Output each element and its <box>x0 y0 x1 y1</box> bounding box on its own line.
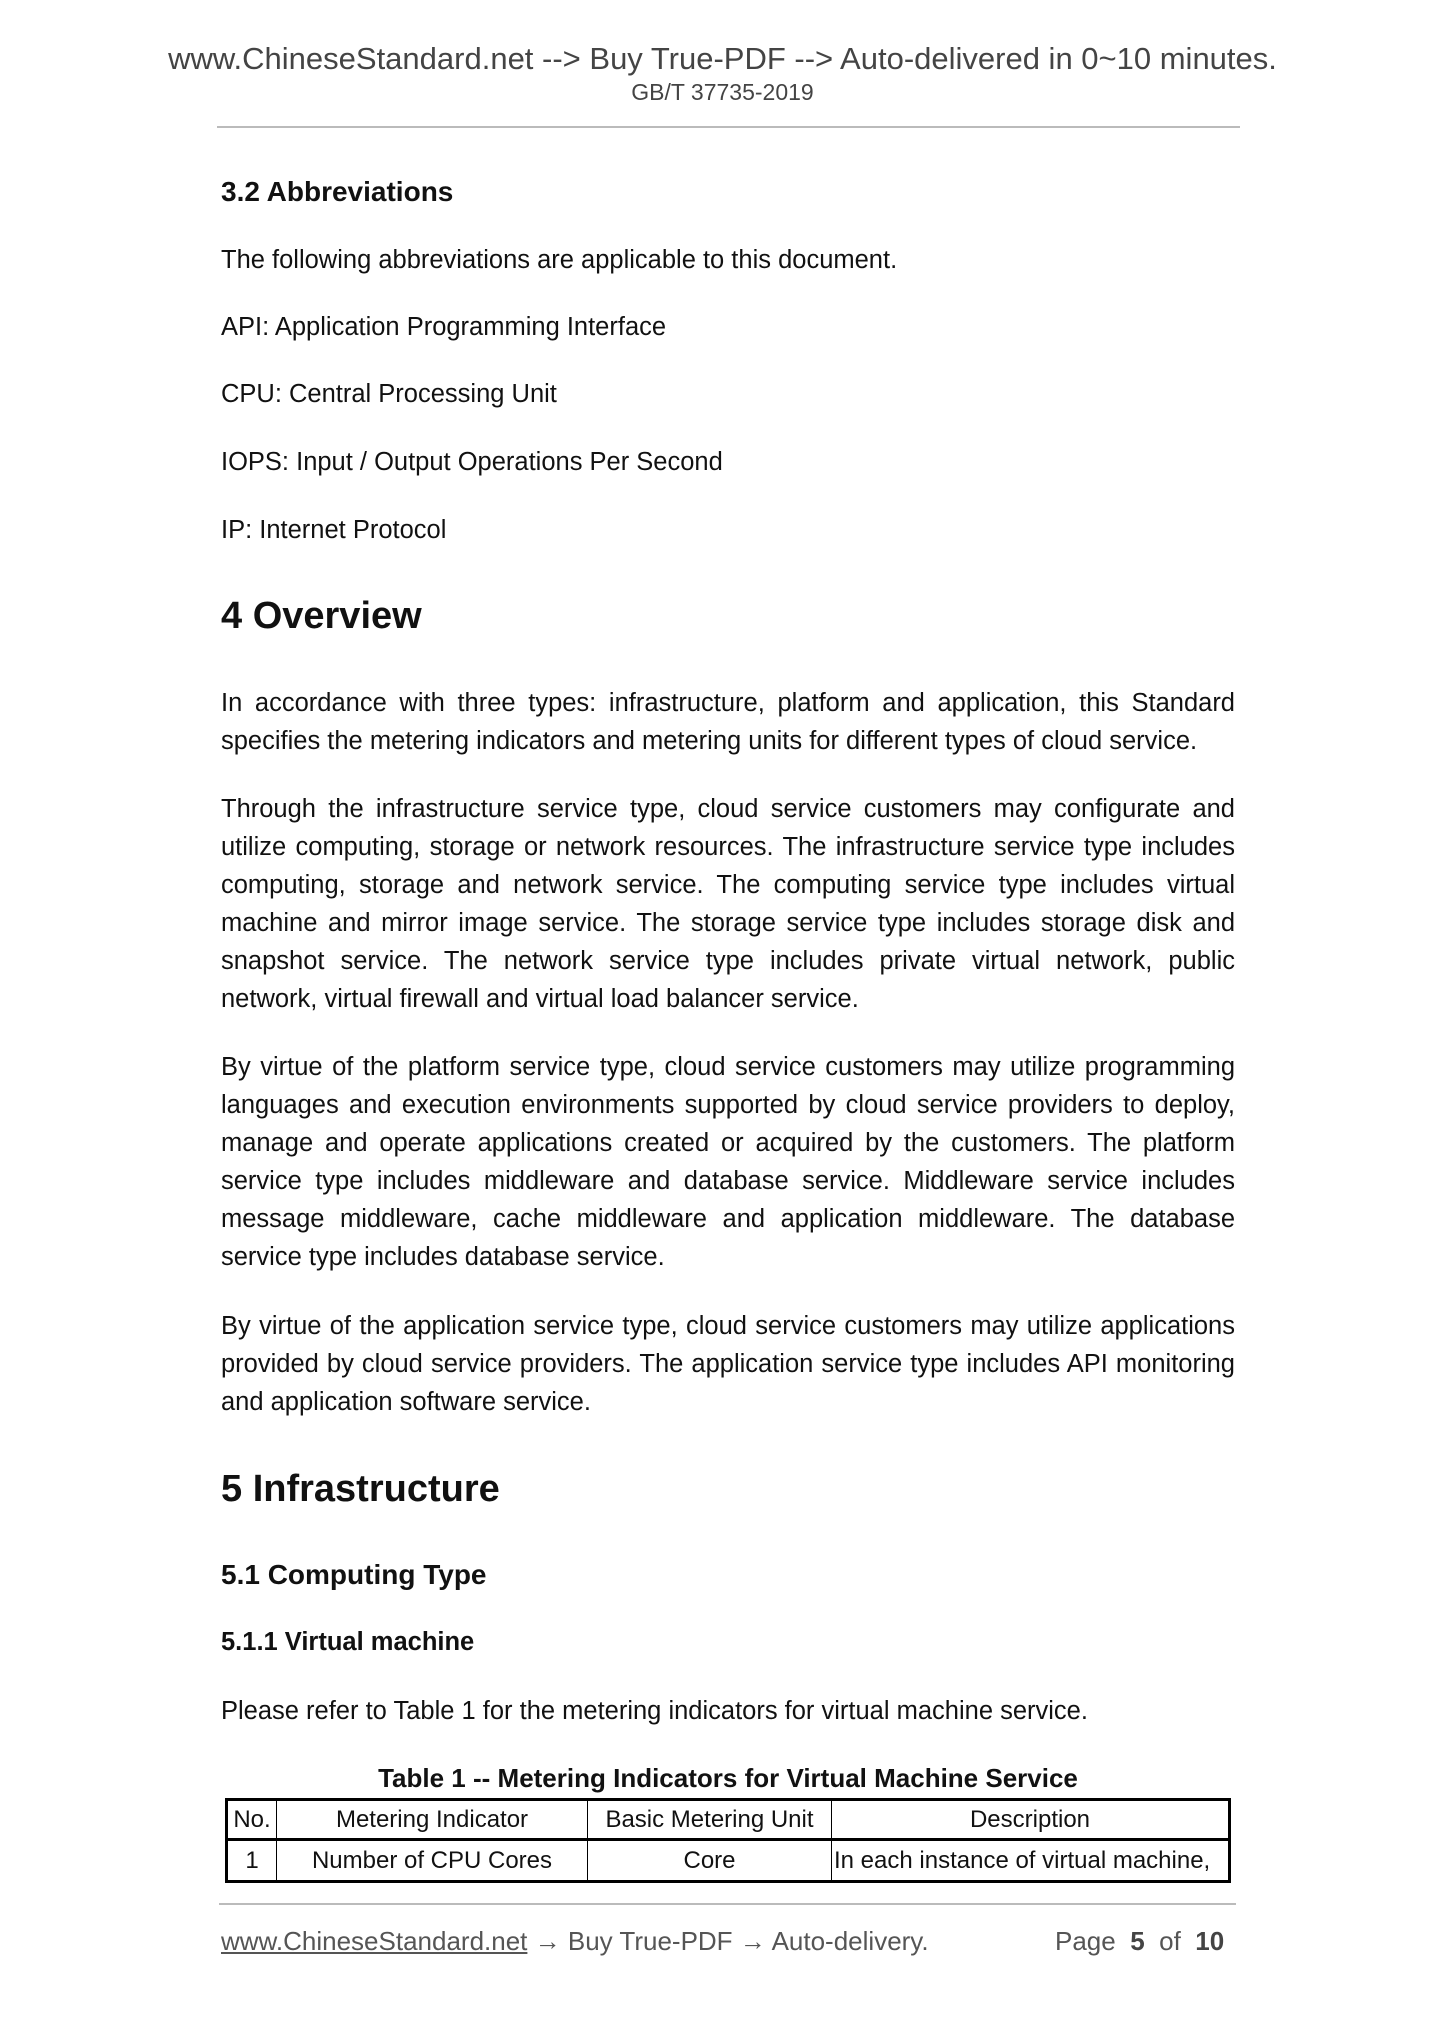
column-header: No. <box>227 1800 277 1840</box>
section-5-1-heading: 5.1 Computing Type <box>221 1559 487 1590</box>
table-title: Table 1 -- Metering Indicators for Virtual Machine Service <box>378 1763 1078 1793</box>
table-header-row <box>227 1800 1230 1840</box>
section-5-1-1-heading: 5.1.1 Virtual machine <box>221 1628 475 1656</box>
current-page: 5 <box>1130 1926 1145 1956</box>
column-header: Metering Indicator <box>277 1800 588 1840</box>
section-5-heading: 5 Infrastructure <box>221 1468 500 1510</box>
header-divider <box>217 126 1240 128</box>
column-header: Basic Metering Unit <box>588 1800 832 1840</box>
section-3-2-intro: The following abbreviations are applicable to this document. <box>221 246 898 274</box>
page-indicator <box>1055 1924 1224 1958</box>
column-header: Description <box>832 1800 1230 1840</box>
document-id: GB/T 37735-2019 <box>631 79 814 105</box>
table-reference-text: Please refer to Table 1 for the metering indicators for virtual machine service. <box>221 1697 1088 1725</box>
overview-paragraph: Through the infrastructure service type, cloud service customers may configurate and utilize computing, storage or network resources. The infrastructure service type includes computing, storage and network service. The computing service type includes virtual machine and mirror image service. The storage service type includes storage disk and snapshot service. The network service type includes private virtual network, public network, virtual firewall and virtual load balancer service. <box>221 795 1235 1013</box>
header-banner: www.ChineseStandard.net --> Buy True-PDF --> Auto-delivered in 0~10 minutes. <box>168 41 1277 76</box>
footer-promo <box>221 1924 929 1958</box>
abbreviation-item: IOPS: Input / Output Operations Per Second <box>221 448 723 476</box>
table-cell: Core <box>588 1840 832 1882</box>
footer-promo-text: → Buy True-PDF → Auto-delivery. <box>527 1926 929 1956</box>
overview-paragraph: In accordance with three types: infrastructure, platform and application, this Standard specifies the metering indicators and metering units for different types of cloud service. <box>221 689 1235 755</box>
table-cell: 1 <box>227 1840 277 1882</box>
of-label: of <box>1159 1926 1181 1956</box>
table-row <box>227 1840 1230 1882</box>
abbreviation-item: IP: Internet Protocol <box>221 516 447 544</box>
abbreviation-item: CPU: Central Processing Unit <box>221 380 557 408</box>
page-label: Page <box>1055 1926 1116 1956</box>
footer-link[interactable]: www.ChineseStandard.net <box>221 1926 528 1956</box>
footer-divider <box>219 1903 1236 1905</box>
abbreviation-item: API: Application Programming Interface <box>221 313 667 341</box>
metering-table <box>225 1798 1231 1883</box>
table-cell: Number of CPU Cores <box>277 1840 588 1882</box>
section-3-2-heading: 3.2 Abbreviations <box>221 176 454 207</box>
table-cell: In each instance of virtual machine, <box>832 1840 1230 1882</box>
section-4-heading: 4 Overview <box>221 595 422 637</box>
overview-paragraph: By virtue of the platform service type, cloud service customers may utilize programming languages and execution environments supported by cloud service providers to deploy, manage and operate applications created or acquired by the customers. The platform service type includes middleware and database service. Middleware service includes message middleware, cache middleware and application middleware. The database service type includes database service. <box>221 1053 1235 1271</box>
total-pages: 10 <box>1195 1926 1225 1956</box>
overview-paragraph: By virtue of the application service type, cloud service customers may utilize applications provided by cloud service providers. The application service type includes API monitoring and application software service. <box>221 1312 1235 1416</box>
